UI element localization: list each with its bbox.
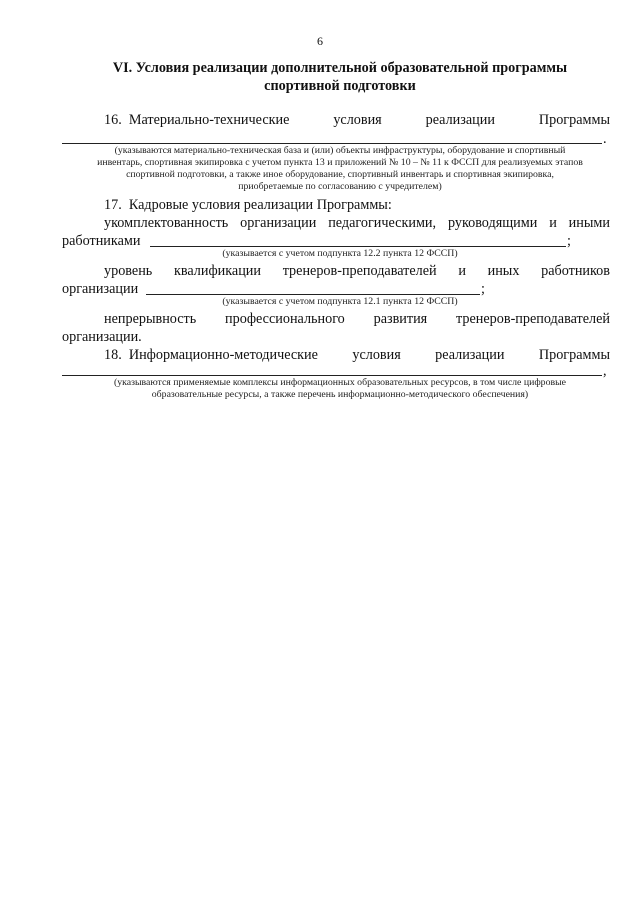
staffing-word-6: иными — [568, 215, 610, 231]
item-16-note-line-1: (указываются материально-техническая база и (или) объекты инфраструктуры, оборудование и спортивный — [114, 145, 566, 156]
continuity-line-1 — [104, 310, 610, 328]
qualification-word-1: уровень — [104, 263, 153, 279]
item-18-line — [104, 346, 610, 364]
item-18-word-4: Программы — [538, 347, 610, 363]
qualification-word-2: квалификации — [173, 263, 261, 279]
staffing-note: (указывается с учетом подпункта 12.2 пункта 12 ФССП) — [222, 248, 458, 259]
item-18-number: 18. — [104, 347, 122, 363]
qualification-word-4: и — [458, 263, 466, 279]
item-17-heading — [104, 196, 392, 214]
item-18-end-mark: , — [603, 363, 607, 379]
item-16-word-1: Материально-технические — [128, 112, 290, 128]
staffing-word-3: педагогическими, — [328, 215, 437, 231]
staffing-line-1 — [104, 214, 610, 232]
continuity-word-4: тренеров-преподавателей — [456, 311, 610, 327]
item-18-note-line-1: (указываются применяемые комплексы информационных образовательных ресурсов, в том числе цифровые — [113, 377, 567, 388]
qualification-word-3: тренеров-преподавателей — [282, 263, 437, 279]
section-title-line-2: спортивной подготовки — [264, 78, 416, 94]
item-16-number: 16. — [104, 112, 122, 128]
item-16-fill-line — [62, 143, 602, 144]
item-18-note-line-2: образовательные ресурсы, а также перечень информационно-методического обеспечения) — [151, 389, 529, 400]
page-number: 6 — [317, 34, 323, 48]
item-17-number: 17. — [104, 197, 122, 213]
staffing-line-2-label: работниками — [62, 233, 141, 249]
item-16-note-line-2: инвентарь, спортивная экипировка с учетом пункта 13 и приложений № 10 – № 11 к ФССП для реализуемых этапов — [97, 157, 583, 168]
section-title-line-1: VI. Условия реализации дополнительной образовательной программы — [112, 60, 568, 76]
item-16-word-2: условия — [333, 112, 382, 128]
item-16-end-mark: . — [603, 131, 607, 147]
item-18-word-1: Информационно-методические — [128, 347, 318, 363]
staffing-end-mark: ; — [567, 233, 571, 249]
item-18-fill-line — [62, 375, 602, 376]
continuity-word-2: профессионального — [225, 311, 345, 327]
staffing-word-2: организации — [240, 215, 317, 231]
staffing-word-4: руководящими — [447, 215, 538, 231]
continuity-line-2: организации. — [62, 329, 142, 345]
item-16-word-3: реализации — [425, 112, 495, 128]
continuity-word-3: развития — [373, 311, 428, 327]
item-16-line — [104, 111, 610, 129]
continuity-word-1: непрерывность — [104, 311, 197, 327]
qualification-word-5: иных — [487, 263, 520, 279]
item-18-word-2: условия — [352, 347, 401, 363]
item-16-word-4: Программы — [538, 112, 610, 128]
qualification-fill-line — [146, 294, 480, 295]
qualification-line-2-label: организации — [62, 281, 139, 297]
item-18-word-3: реализации — [435, 347, 505, 363]
staffing-word-1: укомплектованность — [104, 215, 229, 231]
qualification-word-6: работников — [541, 263, 610, 279]
item-16-note-line-4: приобретаемые по согласованию с учредителем) — [238, 181, 442, 192]
item-17-heading-text: Кадровые условия реализации Программы: — [128, 197, 392, 213]
staffing-word-5: и — [549, 215, 557, 231]
qualification-line-1 — [104, 262, 610, 280]
qualification-end-mark: ; — [481, 281, 485, 297]
item-16-note-line-3: спортивной подготовки, а также иное оборудование, спортивный инвентарь и спортивная экипировка, — [126, 169, 554, 180]
staffing-fill-line — [150, 246, 566, 247]
qualification-note: (указывается с учетом подпункта 12.1 пункта 12 ФССП) — [222, 296, 458, 307]
